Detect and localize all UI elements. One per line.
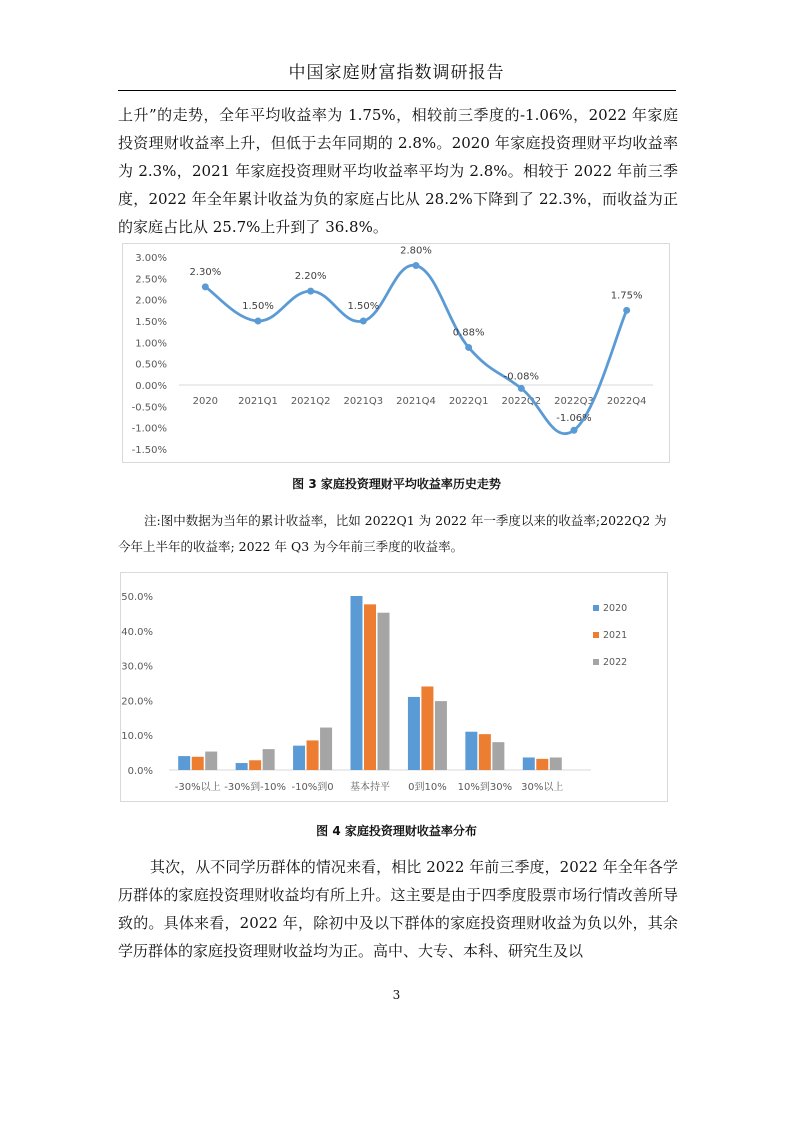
data-label: 2.80% xyxy=(400,245,432,257)
y-tick-label: 2.00% xyxy=(135,295,167,307)
y-tick-label: 3.00% xyxy=(135,253,167,264)
bar-2020 xyxy=(293,746,305,770)
y-tick-label: 1.00% xyxy=(135,338,167,350)
bar-2022 xyxy=(378,613,390,770)
x-tick-label: -30%以上 xyxy=(174,782,221,793)
data-point xyxy=(202,283,209,290)
data-label: 1.75% xyxy=(610,290,643,302)
y-tick-label: 40.0% xyxy=(121,626,153,638)
y-tick-label: 10.0% xyxy=(121,731,153,743)
x-tick-label: -10%到0 xyxy=(291,782,334,793)
data-label: 1.50% xyxy=(347,301,380,312)
x-tick-label: 2022Q1 xyxy=(448,396,489,407)
line-chart-svg xyxy=(123,244,669,462)
body-paragraph-2: 其次，从不同学历群体的情况来看，相比 2022 年前三季度，2022 年全年各学历群体的家庭投资理财收益均有所上升。这主要是由于四季度股票市场行情改善所导致的。具体来看，2022 年，除初中及以下群体的家庭投资理财收益为负以外，其余学历群体的家庭投资理财收益均为正。高中、大专、本科、研究生及以 xyxy=(118,858,678,960)
legend-label: 2021 xyxy=(603,630,628,641)
data-label: 2.30% xyxy=(189,266,222,278)
data-point xyxy=(307,288,314,295)
y-tick-label: 0.50% xyxy=(135,359,167,371)
legend-swatch xyxy=(593,632,599,638)
bar-2020 xyxy=(465,732,477,770)
x-tick-label: 2021Q1 xyxy=(238,396,278,407)
data-label: 1.50% xyxy=(242,301,274,312)
bar-chart-return-distribution xyxy=(120,572,668,802)
data-point xyxy=(465,344,472,351)
figure-note: 注:图中数据为当年的累计收益率，比如 2022Q1 为 2022 年一季度以来的收益率;2022Q2 为今年上半年的收益率; 2022 年 Q3 为今年前三季度的收益率。 xyxy=(118,513,667,554)
bar-2021 xyxy=(307,740,319,770)
body-paragraph-1: 上升”的走势，全年平均收益率为 1.75%，相较前三季度的-1.06%，2022 年家庭投资理财收益率上升，但低于去年同期的 2.8%。2020 年家庭投资理财平均收益率为 2.3%，2021 年家庭投资理财平均收益率平均为 2.8%。相较于 2022 年前三季度，2022 年全年累计收益为负的家庭占比从 28.2%下降到了 22.3%，而收益为正的家庭占比从 25.7%上升到了 36.8%。 xyxy=(118,106,678,236)
bar-2020 xyxy=(236,763,248,770)
series-line xyxy=(205,265,626,434)
x-tick-label: 0到10% xyxy=(408,782,447,793)
bar-2021 xyxy=(249,760,261,770)
page-header: 中国家庭财富指数调研报告 xyxy=(288,63,505,83)
x-tick-label: 2022Q3 xyxy=(554,396,594,407)
header-rule xyxy=(118,90,676,91)
data-label: 2.20% xyxy=(294,271,327,283)
y-tick-label: -1.50% xyxy=(131,445,167,456)
x-tick-label: 基本持平 xyxy=(350,782,390,793)
x-tick-label: 2020 xyxy=(192,396,219,407)
y-tick-label: -1.00% xyxy=(131,423,167,435)
legend-swatch xyxy=(593,605,599,611)
data-label: -0.08% xyxy=(503,371,540,383)
y-tick-label: 2.50% xyxy=(135,274,167,286)
data-point xyxy=(360,318,367,325)
data-point xyxy=(518,385,525,392)
bar-2020 xyxy=(178,756,190,770)
x-tick-label: -30%到-10% xyxy=(224,782,286,793)
data-label: 0.88% xyxy=(452,327,485,339)
x-tick-label: 2021Q3 xyxy=(343,396,384,407)
bar-chart-svg xyxy=(121,573,667,801)
x-tick-label: 2022Q4 xyxy=(606,396,647,407)
bar-2022 xyxy=(550,757,562,770)
figure-caption-4: 图 4 家庭投资理财收益率分布 xyxy=(316,824,477,838)
legend-swatch xyxy=(593,659,599,665)
bar-2022 xyxy=(492,742,504,770)
bar-2021 xyxy=(536,759,548,770)
data-point xyxy=(571,427,578,434)
data-point xyxy=(255,318,262,325)
bar-2020 xyxy=(408,697,420,770)
y-tick-label: 30.0% xyxy=(121,661,153,673)
legend-label: 2022 xyxy=(603,657,628,668)
y-tick-label: 0.00% xyxy=(135,381,167,392)
bar-2021 xyxy=(479,734,491,770)
bar-2022 xyxy=(263,749,275,770)
x-tick-label: 30%以上 xyxy=(521,782,564,793)
bar-2021 xyxy=(364,604,376,770)
data-point xyxy=(623,307,630,314)
y-tick-label: 0.0% xyxy=(127,766,153,777)
bar-2020 xyxy=(351,596,363,770)
page-number: 3 xyxy=(392,988,401,1002)
bar-2022 xyxy=(205,752,217,770)
line-chart-return-trend xyxy=(122,243,670,463)
legend-label: 2020 xyxy=(603,603,628,614)
x-tick-label: 2022Q2 xyxy=(501,396,542,407)
y-tick-label: 50.0% xyxy=(121,592,153,603)
y-tick-label: -0.50% xyxy=(131,402,167,414)
bar-2021 xyxy=(192,757,204,770)
bar-2021 xyxy=(421,686,433,770)
data-point xyxy=(413,262,420,269)
figure-caption-3: 图 3 家庭投资理财平均收益率历史走势 xyxy=(292,477,501,491)
data-label: -1.06% xyxy=(556,413,592,425)
x-tick-label: 2021Q4 xyxy=(396,396,436,407)
bar-2022 xyxy=(435,701,447,770)
bar-2022 xyxy=(320,728,332,770)
bar-2020 xyxy=(523,757,535,770)
y-tick-label: 1.50% xyxy=(135,317,167,328)
y-tick-label: 20.0% xyxy=(121,696,153,708)
x-tick-label: 2021Q2 xyxy=(290,396,331,407)
x-tick-label: 10%到30% xyxy=(457,782,513,793)
